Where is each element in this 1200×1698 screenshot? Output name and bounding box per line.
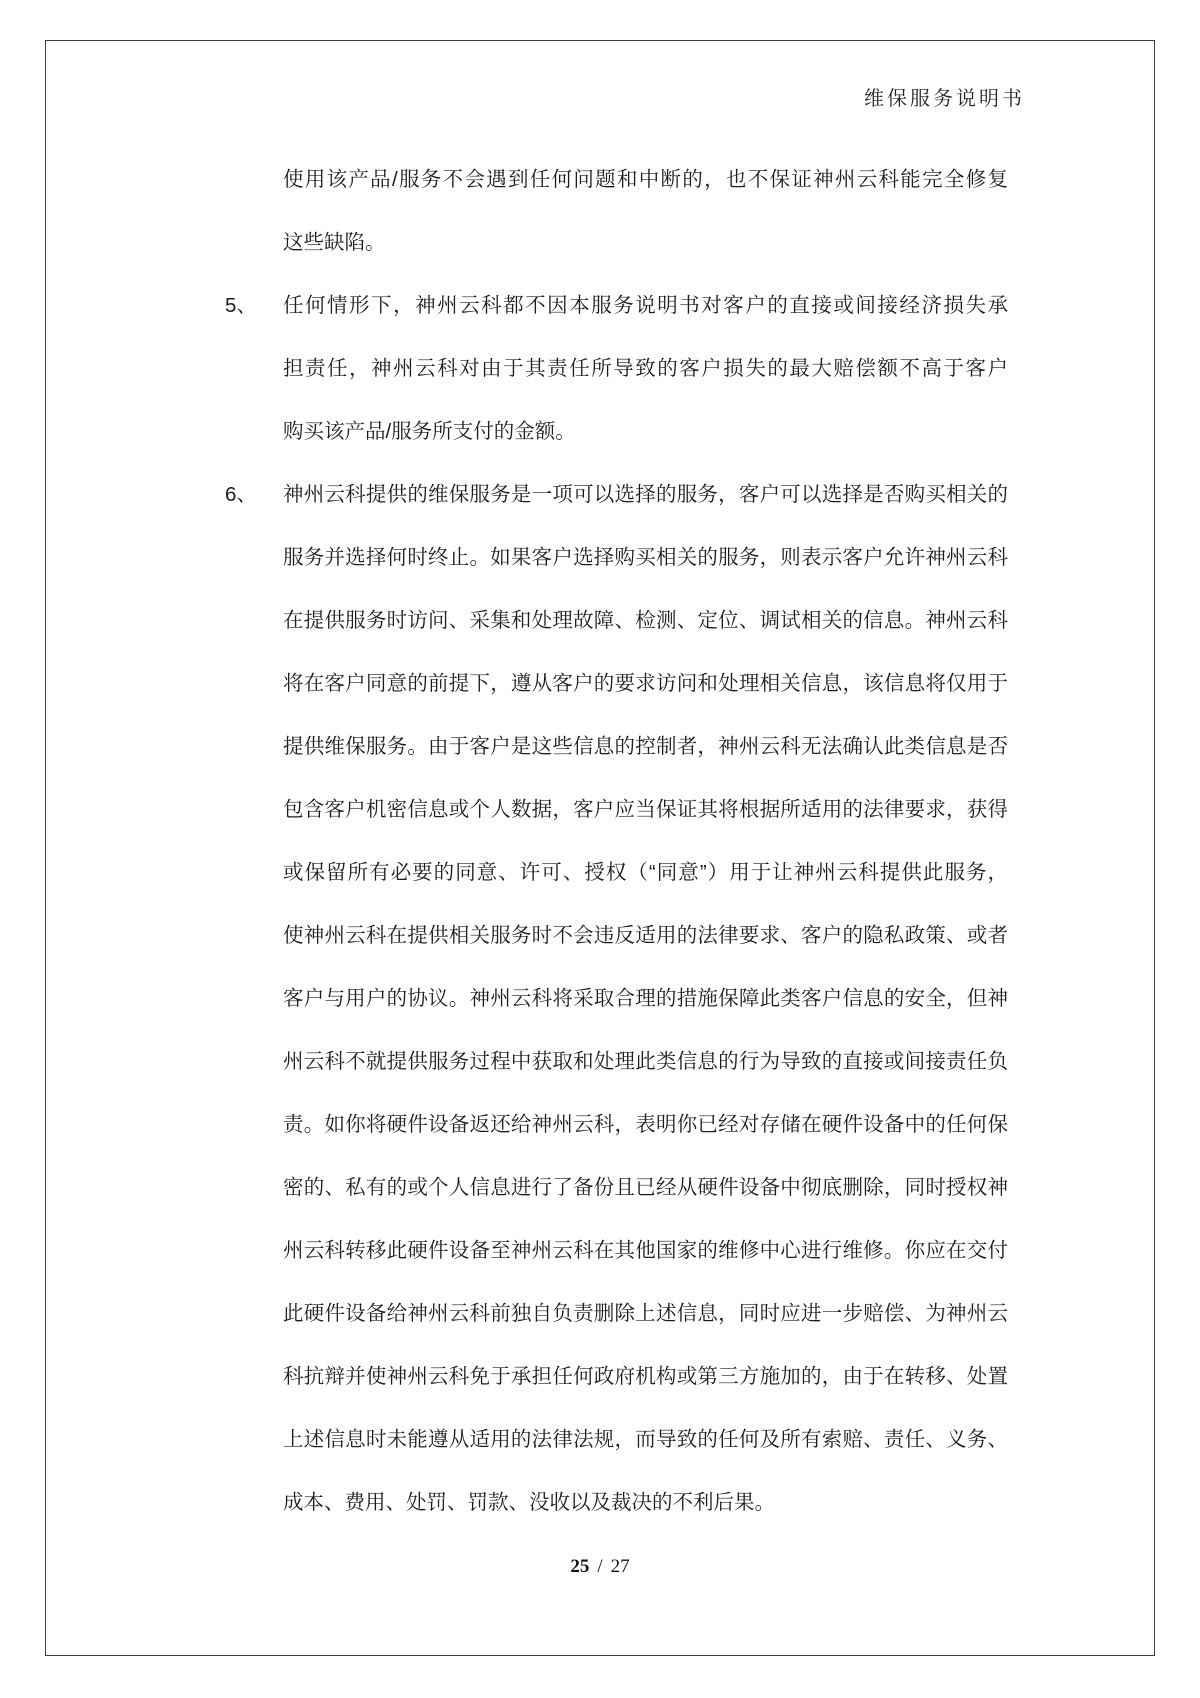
list-item-6 [225,463,1008,1534]
text-line: 成本、费用、处罚、罚款、没收以及裁决的不利后果。 [283,1491,775,1514]
text-line: 任何情形下，神州云科都不因本服务说明书对客户的直接或间接经济损失承 [283,294,1008,317]
text-line: 此硬件设备给神州云科前独自负责删除上述信息，同时应进一步赔偿、为神州云 [283,1302,1008,1325]
page-number-separator: / [597,1556,603,1577]
text-line: 或保留所有必要的同意、许可、授权（“同意”）用于让神州云科提供此服务， [283,861,1008,884]
document-body [225,148,1008,1534]
text-line: 责。如你将硬件设备返还给神州云科，表明你已经对存储在硬件设备中的任何保 [283,1113,1008,1136]
paragraph-continuation [283,148,1008,274]
text-line: 在提供服务时访问、采集和处理故障、检测、定位、调试相关的信息。神州云科 [283,609,1008,632]
list-item-6-text [283,463,1008,1534]
document-header-title: 维保服务说明书 [864,88,1025,110]
text-line: 州云科转移此硬件设备至神州云科在其他国家的维修中心进行维修。你应在交付 [283,1239,1008,1262]
text-line: 上述信息时未能遵从适用的法律法规，而导致的任何及所有索赔、责任、义务、 [283,1428,1008,1451]
text-line: 包含客户机密信息或个人数据，客户应当保证其将根据所适用的法律要求，获得 [283,798,1008,821]
text-line: 客户与用户的协议。神州云科将采取合理的措施保障此类客户信息的安全，但神 [283,987,1008,1010]
text-line: 担责任，神州云科对由于其责任所导致的客户损失的最大赔偿额不高于客户 [283,357,1008,380]
list-item-5-text [283,274,1008,463]
text-line: 这些缺陷。 [283,231,386,254]
page-number-total: 27 [610,1556,630,1577]
list-number: 5、 [225,294,257,317]
page-number [0,1556,1200,1578]
text-line: 将在客户同意的前提下，遵从客户的要求访问和处理相关信息，该信息将仅用于 [283,672,1008,695]
text-line: 神州云科提供的维保服务是一项可以选择的服务，客户可以选择是否购买相关的 [283,483,1008,506]
text-line: 服务并选择何时终止。如果客户选择购买相关的服务，则表示客户允许神州云科 [283,546,1008,569]
text-line: 密的、私有的或个人信息进行了备份且已经从硬件设备中彻底删除，同时授权神 [283,1176,1008,1199]
page-number-current: 25 [570,1556,590,1577]
text-line: 科抗辩并使神州云科免于承担任何政府机构或第三方施加的，由于在转移、处置 [283,1365,1008,1388]
text-line: 使神州云科在提供相关服务时不会违反适用的法律要求、客户的隐私政策、或者 [283,924,1008,947]
list-number: 6、 [225,483,257,506]
text-line: 提供维保服务。由于客户是这些信息的控制者，神州云科无法确认此类信息是否 [283,735,1008,758]
text-line: 购买该产品/服务所支付的金额。 [283,420,576,443]
text-line: 使用该产品/服务不会遇到任何问题和中断的，也不保证神州云科能完全修复 [283,168,1008,191]
list-item-5 [225,274,1008,463]
text-line: 州云科不就提供服务过程中获取和处理此类信息的行为导致的直接或间接责任负 [283,1050,1008,1073]
